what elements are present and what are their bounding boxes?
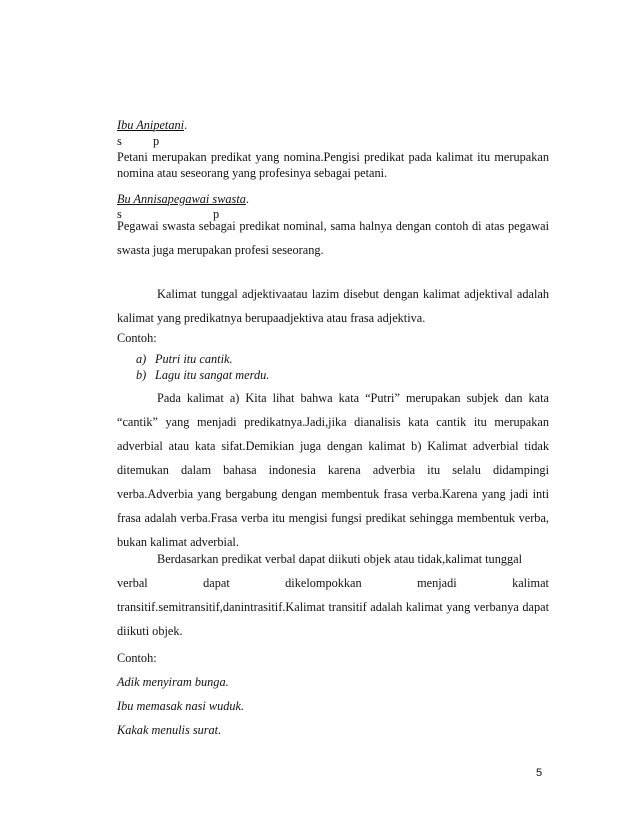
example-2-predicate: pegawai swasta xyxy=(167,192,246,206)
page-number: 5 xyxy=(536,767,543,779)
verbal-paragraph-spaced-line xyxy=(117,571,549,595)
verbal-paragraph-rest: transitif.semitransitif,danintrasitif.Kalimat transitif adalah kalimat yang verbanya dapat diikuti objek. xyxy=(117,600,549,638)
example-1-period: . xyxy=(184,118,188,132)
example-2-subject: Bu Annisa xyxy=(117,192,168,206)
example-1-predicate: petani xyxy=(153,118,185,132)
example-1-subject: Ibu Ani xyxy=(117,118,154,132)
example-2-period: . xyxy=(245,192,249,206)
contoh-label-2: Contoh: xyxy=(117,651,157,665)
example-sentence-3: Kakak menulis surat. xyxy=(117,723,222,737)
list-item-a: Putri itu cantik. xyxy=(155,352,233,366)
verbal-word-5: kalimat xyxy=(512,576,549,590)
list-item-b: Lagu itu sangat merdu. xyxy=(155,368,270,382)
verbal-word-2: dapat xyxy=(203,576,230,590)
verbal-word-1: verbal xyxy=(117,576,148,590)
verbal-word-3: dikelompokkan xyxy=(285,576,362,590)
adjective-paragraph: Kalimat tunggal adjektivaatau lazim disebut dengan kalimat adjektival adalah kalimat yang predikatnya berupaadjektiva atau frasa adjektiva. xyxy=(117,287,549,325)
verbal-paragraph-first-line: Berdasarkan predikat verbal dapat diikuti objek atau tidak,kalimat tunggal xyxy=(157,552,523,566)
contoh-label-1: Contoh: xyxy=(117,331,157,345)
example-2-sentence xyxy=(117,191,549,207)
example-1-s-marker: s xyxy=(117,134,122,148)
example-sentence-2: Ibu memasak nasi wuduk. xyxy=(117,699,245,713)
example-1-sentence xyxy=(117,117,549,133)
example-2-p-marker: p xyxy=(213,207,220,221)
example-2-explanation: Pegawai swasta sebagai predikat nominal, sama halnya dengan contoh di atas pegawai swasta juga merupakan profesi seseorang. xyxy=(117,219,549,257)
example-2-s-marker: s xyxy=(117,207,122,221)
list-marker-b: b) xyxy=(136,368,147,382)
analysis-paragraph: Pada kalimat a) Kita lihat bahwa kata “Putri” merupakan subjek dan kata “cantik” yang menjadi predikatnya.Jadi,jika dianalisis kata cantik itu merupakan adverbial atau kata sifat.Demikian juga dengan kalimat b) Kalimat adverbial tidak ditemukan dalam bahasa indonesia karena adverbia itu selalu didampingi verba.Adverbia yang bergabung dengan membentuk frasa verba.Karena yang jadi inti frasa adalah verba.Frasa verba itu mengisi fungsi predikat sehingga membentuk verba, bukan kalimat adverbial. xyxy=(117,391,549,549)
example-1-p-marker: p xyxy=(153,134,160,148)
example-sentence-1: Adik menyiram bunga. xyxy=(117,675,229,689)
list-marker-a: a) xyxy=(136,352,147,366)
verbal-word-4: menjadi xyxy=(417,576,457,590)
example-1-explanation: Petani merupakan predikat yang nomina.Pengisi predikat pada kalimat itu merupakan nomina atau seseorang yang profesinya sebagai petani. xyxy=(117,150,549,180)
